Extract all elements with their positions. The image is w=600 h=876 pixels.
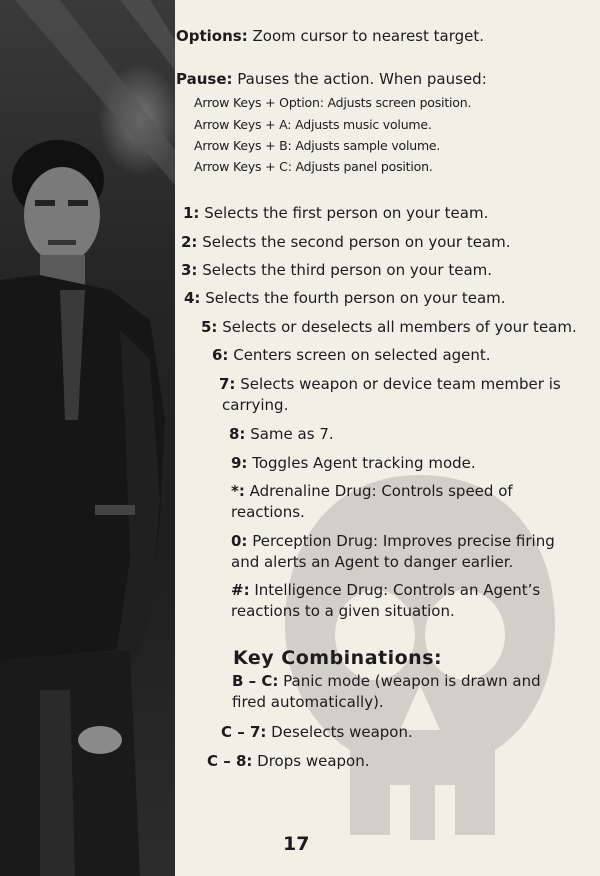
key-item-1 xyxy=(183,203,488,223)
key-description: Selects the third person on your team. xyxy=(202,261,493,279)
key-label: 6: xyxy=(212,346,229,364)
page-number: 17 xyxy=(283,833,310,855)
pause-sub-a: Arrow Keys + A: Adjusts music volume. xyxy=(194,117,432,132)
pause-line xyxy=(176,69,487,89)
key-description: Same as 7. xyxy=(250,425,334,443)
key-item-0-continued: and alerts an Agent to danger earlier. xyxy=(231,553,514,571)
key-description: Intelligence Drug: Controls an Agent’s xyxy=(254,581,541,599)
pause-sub-option: Arrow Keys + Option: Adjusts screen position. xyxy=(194,95,472,110)
key-label: *: xyxy=(231,482,245,500)
key-item-3 xyxy=(181,260,492,280)
key-description: Perception Drug: Improves precise firing xyxy=(252,532,555,550)
key-item-4 xyxy=(184,288,506,308)
key-label: 8: xyxy=(229,425,246,443)
pause-sub-c: Arrow Keys + C: Adjusts panel position. xyxy=(194,159,433,174)
pause-sub-b: Arrow Keys + B: Adjusts sample volume. xyxy=(194,138,441,153)
combo-item-b-c-continued: fired automatically). xyxy=(232,693,384,711)
key-item-hash xyxy=(231,580,540,600)
combo-key-label: C – 7: xyxy=(221,723,267,741)
key-description: Adrenaline Drug: Controls speed of xyxy=(249,482,513,500)
pause-label: Pause: xyxy=(176,70,233,88)
options-label: Options: xyxy=(176,27,248,45)
combo-description: Panic mode (weapon is drawn and xyxy=(283,672,541,690)
key-description: Toggles Agent tracking mode. xyxy=(252,454,476,472)
agent-illustration xyxy=(0,0,175,876)
key-description: Selects the fourth person on your team. xyxy=(205,289,506,307)
key-item-5 xyxy=(201,317,577,337)
combo-item-c-8 xyxy=(207,751,370,771)
combo-key-label: C – 8: xyxy=(207,752,253,770)
key-label: 0: xyxy=(231,532,248,550)
key-label: #: xyxy=(231,581,250,599)
key-item-hash-continued: reactions to a given situation. xyxy=(231,602,455,620)
key-item-star-continued: reactions. xyxy=(231,503,305,521)
combo-item-b-c xyxy=(232,671,541,691)
key-label: 2: xyxy=(181,233,198,251)
key-label: 9: xyxy=(231,454,248,472)
options-text: Zoom cursor to nearest target. xyxy=(252,27,485,45)
combo-key-label: B – C: xyxy=(232,672,279,690)
key-label: 3: xyxy=(181,261,198,279)
key-combinations-heading: Key Combinations: xyxy=(233,647,443,669)
key-label: 5: xyxy=(201,318,218,336)
key-description: Selects or deselects all members of your team. xyxy=(222,318,577,336)
key-description: Centers screen on selected agent. xyxy=(233,346,491,364)
combo-description: Deselects weapon. xyxy=(271,723,413,741)
key-label: 7: xyxy=(219,375,236,393)
key-description: Selects the second person on your team. xyxy=(202,233,511,251)
combo-description: Drops weapon. xyxy=(257,752,370,770)
key-item-7-continued: carrying. xyxy=(222,396,289,414)
key-description: Selects weapon or device team member is xyxy=(240,375,561,393)
key-label: 4: xyxy=(184,289,201,307)
key-item-9 xyxy=(231,453,476,473)
key-item-2 xyxy=(181,232,511,252)
key-item-0 xyxy=(231,531,555,551)
combo-item-c-7 xyxy=(221,722,413,742)
key-item-8 xyxy=(229,424,334,444)
key-item-star xyxy=(231,481,513,501)
key-item-6 xyxy=(212,345,491,365)
key-description: Selects the first person on your team. xyxy=(204,204,489,222)
pause-text: Pauses the action. When paused: xyxy=(237,70,487,88)
key-label: 1: xyxy=(183,204,200,222)
key-item-7 xyxy=(219,374,561,394)
options-line xyxy=(176,26,484,46)
